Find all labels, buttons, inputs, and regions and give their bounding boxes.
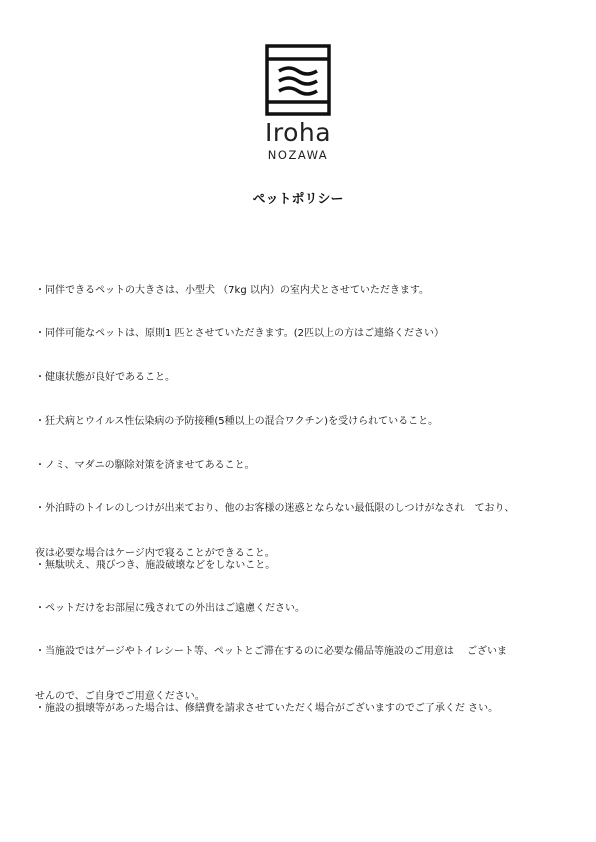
brand-subname: NOZAWA (267, 148, 329, 162)
policy-line: ・当施設ではゲージやトイレシート等、ペットとご滞在するのに必要な備品等施設のご用意は ございま (35, 646, 508, 657)
policy-item (35, 671, 565, 746)
policy-line: ・同伴可能なペットは、原則1 匹とさせていただきます。(2匹以上の方はご連絡ください） (35, 328, 445, 339)
logo (0, 44, 596, 162)
policy-line: ・施設の損壊等があった場合は、修繕費を請求させていただく場合がございますのでご了承くだ さい。 (35, 703, 499, 714)
policy-line: ・外泊時のトイレのしつけが出来ており、他のお客様の迷惑とならない最低限のしつけがなされ ており、 (35, 503, 515, 514)
policy-line: ・ノミ、マダニの駆除対策を済ませてあること。 (35, 460, 255, 471)
iroha-wave-mark-icon (265, 44, 331, 116)
page-title: ペットポリシー (252, 192, 344, 207)
policy-line: ・無駄吠え、飛びつき、施設破壊などをしないこと。 (35, 560, 276, 571)
policy-line: ・健康状態が良好であること。 (35, 372, 175, 383)
brand-name: Iroha (264, 118, 332, 147)
policy-line: 夜は必要な場合はケージ内で寝ることができること。 (35, 548, 275, 559)
policy-line: ・ペットだけをお部屋に残されての外出はご遠慮ください。 (35, 603, 305, 614)
policy-line: ・同伴できるペットの大きさは、小型犬 （7kg 以内）の室内犬とさせていただきます。 (35, 285, 430, 296)
policy-line: ・狂犬病とウイルス性伝染病の予防接種(5種以上の混合ワクチン)を受けられていること。 (35, 416, 439, 427)
policy-line: せんので、ご自身でご用意ください。 (35, 691, 205, 702)
